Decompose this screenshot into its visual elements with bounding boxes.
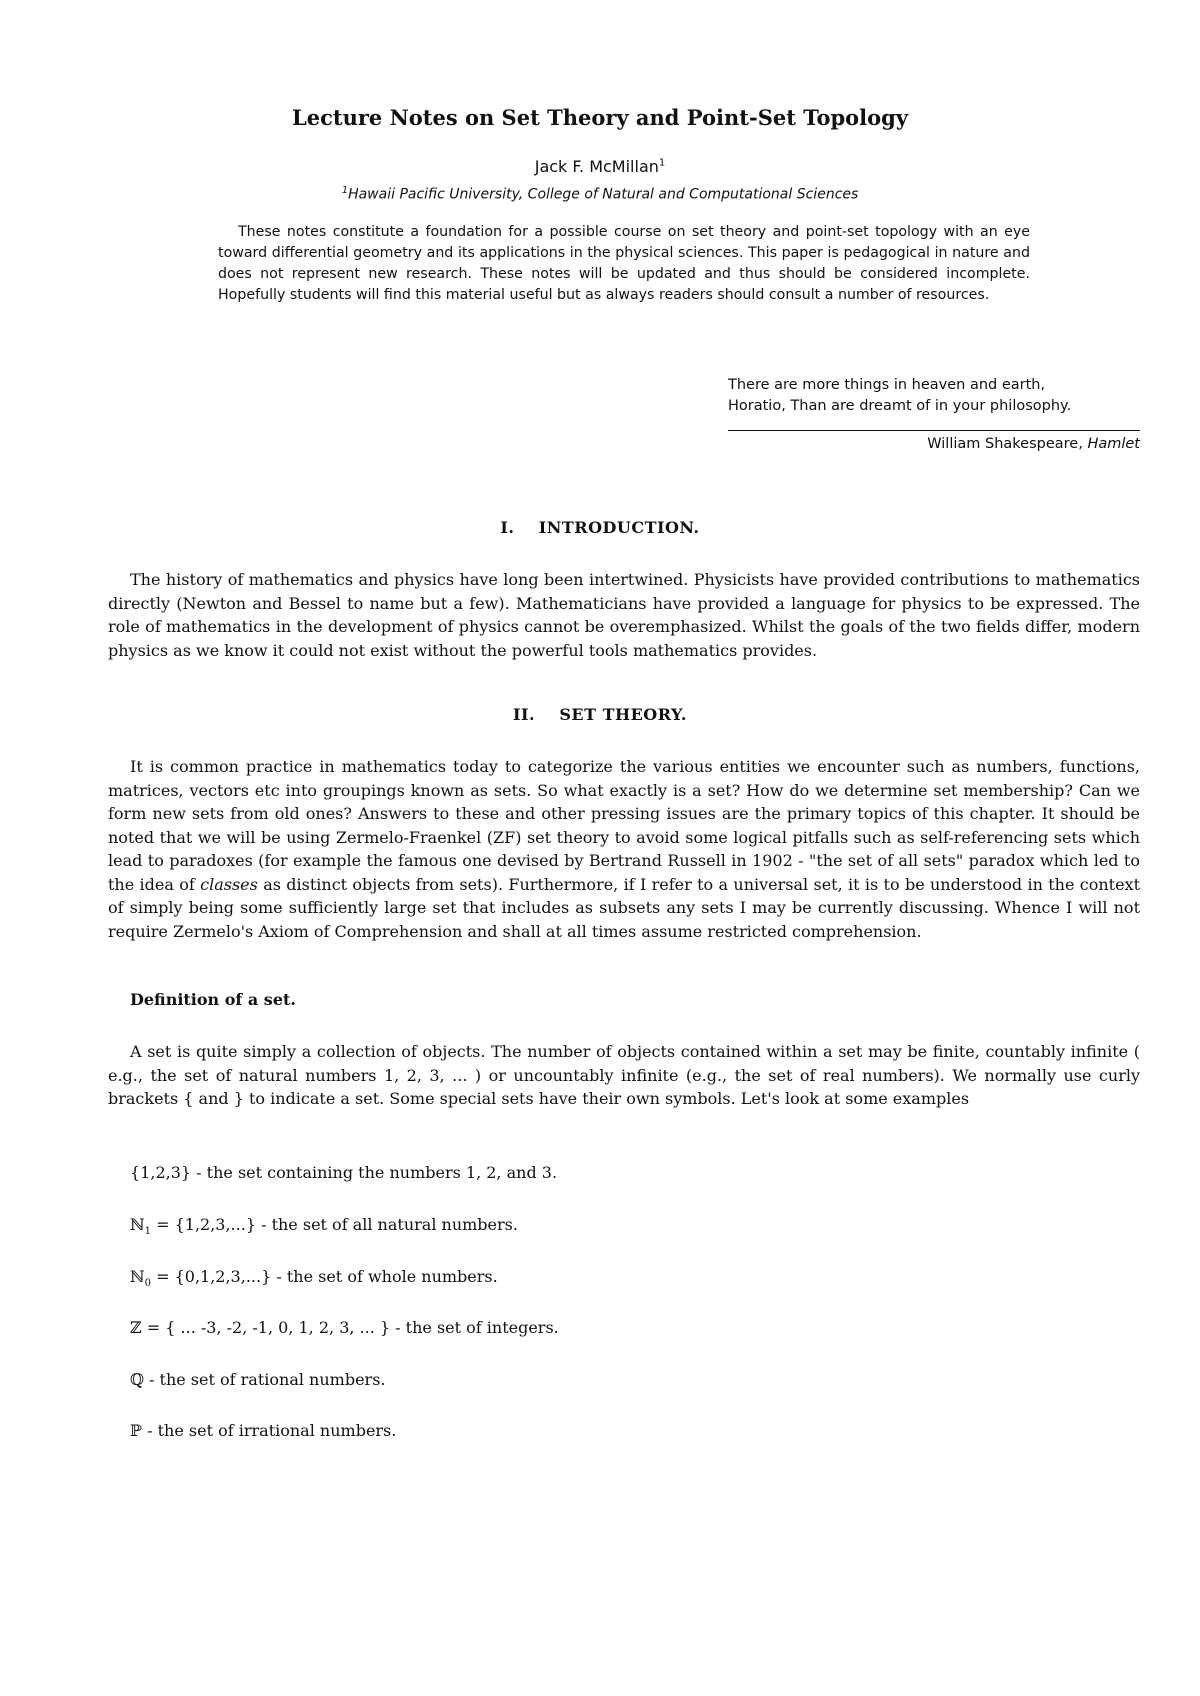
epigraph-attribution	[728, 436, 1140, 452]
example-irrationals: ℙ - the set of irrational numbers.	[130, 1421, 397, 1440]
section-heading-introduction: I. INTRODUCTION.	[500, 518, 700, 537]
whole-numbers-subscript: 0	[144, 1278, 151, 1290]
author-name: Jack F. McMillan	[534, 157, 659, 176]
natural-numbers-symbol: ℕ	[130, 1215, 145, 1234]
natural-numbers-subscript: 1	[144, 1226, 151, 1238]
example-natural-numbers	[130, 1215, 518, 1237]
natural-numbers-text: = {1,2,3,...} - the set of all natural numbers.	[151, 1215, 518, 1234]
definition-subheading: Definition of a set.	[130, 990, 296, 1009]
example-integers: ℤ = { ... -3, -2, -1, 0, 1, 2, 3, ... } - the set of integers.	[130, 1318, 559, 1337]
affiliation-text: Hawaii Pacific University, College of Natural and Computational Sciences	[348, 186, 859, 203]
paper-title: Lecture Notes on Set Theory and Point-Set Topology	[291, 105, 909, 130]
epigraph	[728, 375, 1142, 417]
example-rationals: ℚ - the set of rational numbers.	[130, 1370, 386, 1389]
example-finite-set: {1,2,3} - the set containing the numbers 1, 2, and 3.	[130, 1163, 558, 1182]
section-heading-set-theory: II. SET THEORY.	[513, 705, 687, 724]
whole-numbers-symbol: ℕ	[130, 1267, 145, 1286]
epigraph-line-2: Horatio, Than are dreamt of in your philosophy.	[728, 398, 1072, 414]
whole-numbers-text: = {0,1,2,3,...} - the set of whole numbers.	[151, 1267, 498, 1286]
epigraph-rule	[728, 430, 1140, 431]
epigraph-work: Hamlet	[1087, 436, 1140, 452]
set-theory-italic-term: classes	[200, 874, 258, 894]
example-whole-numbers	[130, 1267, 498, 1289]
set-theory-text-2: as distinct objects from sets). Furthermore, if I refer to a universal set, it is to be understood in the context of simply being some sufficiently large set that includes as subsets any sets I may be currently discussing. Whence I will not require Zermelo's Axiom of Comprehension and shall at all times assume restricted comprehension.	[108, 874, 1140, 941]
affiliation-mark: 1	[341, 185, 349, 196]
abstract: These notes constitute a foundation for a possible course on set theory and point-set topology with an eye toward differential geometry and its applications in the physical sciences. This paper is pedagogical in nature and does not represent new research. These notes will be updated and thus should be considered incomplete. Hopefully students will find this material useful but as always readers should consult a number of resources.	[218, 224, 1030, 303]
author-line	[0, 157, 1200, 176]
epigraph-line-1: There are more things in heaven and earth,	[728, 377, 1046, 393]
introduction-paragraph: The history of mathematics and physics have long been intertwined. Physicists have provided contributions to mathematics directly (Newton and Bessel to name but a few). Mathematicians have provided a language for physics to be expressed. The role of mathematics in the development of physics cannot be overemphasized. Whilst the goals of the two fields differ, modern physics as we know it could not exist without the powerful tools mathematics provides.	[108, 570, 1140, 660]
definition-paragraph: A set is quite simply a collection of objects. The number of objects contained within a set may be finite, countably infinite ( e.g., the set of natural numbers 1, 2, 3, ... ) or uncountably infinite (e.g., the set of real numbers). We normally use curly brackets { and } to indicate a set. Some special sets have their own symbols. Let's look at some examples	[108, 1042, 1140, 1108]
epigraph-author: William Shakespeare,	[927, 436, 1083, 452]
affiliation-line	[0, 185, 1200, 203]
set-theory-text-1: It is common practice in mathematics today to categorize the various entities we encounter such as numbers, functions, matrices, vectors etc into groupings known as sets. So what exactly is a set? How do we determine set membership? Can we form new sets from old ones? Answers to these and other pressing issues are the primary topics of this chapter. It should be noted that we will be using Zermelo-Fraenkel (ZF) set theory to avoid some logical pitfalls such as self-referencing sets which lead to paradoxes (for example the famous one devised by Bertrand Russell in 1902 - "the set of all sets" paradox which led to the idea of	[108, 757, 1140, 894]
author-footnote-mark: 1	[658, 157, 666, 169]
set-theory-paragraph	[108, 755, 1140, 943]
